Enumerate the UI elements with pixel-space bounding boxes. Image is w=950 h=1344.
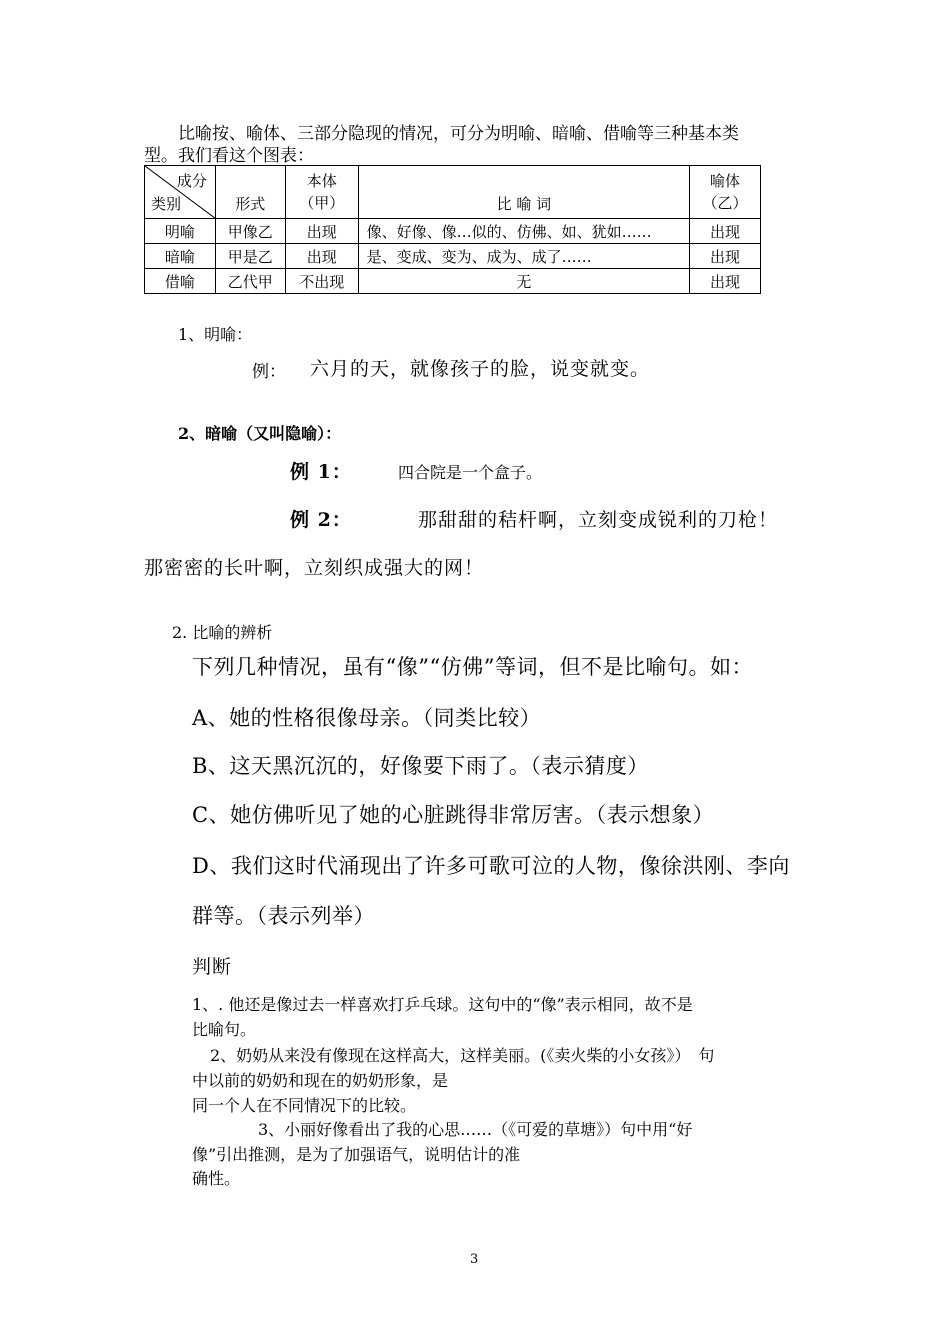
judge-2-line-2: 中以前的奶奶和现在的奶奶形象，是 <box>192 1071 449 1090</box>
metaphor-heading: 2、暗喻（又叫隐喻）： <box>178 424 342 443</box>
simile-example-label: 例： <box>252 362 286 382</box>
judge-3-line-1: 3、小丽好像看出了我的心思……（《可爱的草塘》）句中用“好 <box>258 1120 693 1139</box>
intro-line-2: 型。我们看这个图表： <box>144 146 314 166</box>
judge-heading: 判断 <box>192 956 233 978</box>
header-category: 类别 <box>151 195 182 213</box>
table-row <box>145 269 761 294</box>
judge-3-line-2: 像”引出推测，是为了加强语气，说明估计的准 <box>192 1145 521 1164</box>
row-tenor: 出现 <box>285 219 358 244</box>
header-tenor-line-1: 本体 <box>306 172 337 190</box>
judge-2-line-3: 同一个人在不同情况下的比较。 <box>192 1096 417 1115</box>
row-vehicle: 出现 <box>690 244 761 269</box>
row-type: 暗喻 <box>145 244 216 269</box>
metaphor-example-1-text: 四合院是一个盒子。 <box>398 463 543 482</box>
metaphor-example-2-text: 那甜甜的秸杆啊，立刻变成锐利的刀枪！ <box>418 509 779 531</box>
row-words: 无 <box>358 269 689 294</box>
row-form: 甲像乙 <box>215 219 285 244</box>
row-form: 甲是乙 <box>215 244 285 269</box>
header-form: 形式 <box>215 166 285 219</box>
row-vehicle: 出现 <box>690 269 761 294</box>
page-number: 3 <box>470 1252 479 1267</box>
discrimination-item-b: B、这天黑沉沉的，好像要下雨了。（表示猜度） <box>192 754 649 778</box>
intro-line-1: 比喻按、喻体、三部分隐现的情况，可分为明喻、暗喻、借喻等三种基本类 <box>178 124 739 144</box>
header-tenor <box>285 166 358 219</box>
metaphor-example-2-continued: 那密密的长叶啊，立刻织成强大的网！ <box>144 557 485 579</box>
header-vehicle-line-1: 喻体 <box>710 172 741 190</box>
row-type: 借喻 <box>145 269 216 294</box>
judge-1-line-1: 1、. 他还是像过去一样喜欢打乒乓球。这句中的“像”表示相同，故不是 <box>192 995 693 1014</box>
row-tenor: 不出现 <box>285 269 358 294</box>
row-type: 明喻 <box>145 219 216 244</box>
judge-3-line-3: 确性。 <box>192 1169 241 1188</box>
row-words: 像、好像、像…似的、仿佛、如、犹如…… <box>358 219 689 244</box>
table-header-row <box>145 166 761 219</box>
discrimination-item-a: A、她的性格很像母亲。（同类比较） <box>192 706 542 730</box>
row-words: 是、变成、变为、成为、成了…… <box>358 244 689 269</box>
discrimination-item-d-continued: 群等。（表示列举） <box>192 904 375 928</box>
table-row <box>145 244 761 269</box>
row-form: 乙代甲 <box>215 269 285 294</box>
simile-heading: 1、明喻： <box>178 325 253 344</box>
header-component: 成分 <box>176 172 207 190</box>
header-tenor-line-2: （甲） <box>299 194 345 212</box>
metaphor-example-1-label: 例 1： <box>290 461 352 483</box>
row-tenor: 出现 <box>285 244 358 269</box>
header-vehicle <box>690 166 761 219</box>
row-vehicle: 出现 <box>690 219 761 244</box>
simile-example-text: 六月的天，就像孩子的脸，说变就变。 <box>310 358 651 380</box>
header-vehicle-line-2: （乙） <box>702 194 748 212</box>
discrimination-heading: 2. 比喻的辨析 <box>172 623 273 642</box>
discrimination-item-c: C、她仿佛听见了她的心脏跳得非常厉害。（表示想象） <box>192 803 715 827</box>
discrimination-lead: 下列几种情况，虽有“像”“仿佛”等词，但不是比喻句。如： <box>192 655 753 679</box>
table-row <box>145 219 761 244</box>
header-word: 比 喻 词 <box>358 166 689 219</box>
diagonal-header-cell <box>145 166 216 219</box>
discrimination-item-d: D、我们这时代涌现出了许多可歌可泣的人物，像徐洪刚、李向 <box>192 854 790 878</box>
judge-1-line-2: 比喻句。 <box>192 1020 257 1039</box>
metaphor-example-2-label: 例 2： <box>290 509 352 531</box>
metaphor-type-table <box>144 165 761 294</box>
judge-2-line-1: 2、奶奶从来没有像现在这样高大，这样美丽。(《卖火柴的小女孩》） 句 <box>210 1046 715 1065</box>
